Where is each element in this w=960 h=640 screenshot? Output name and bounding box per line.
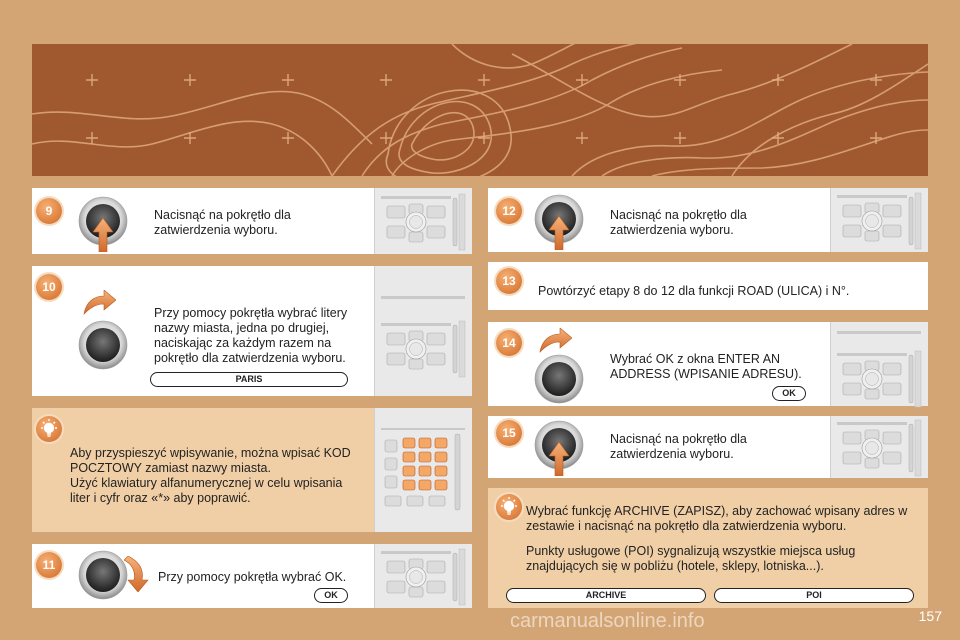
- step-10-line-2: nazwy miasta, jedna po drugiej,: [154, 321, 330, 335]
- tip-left-line-1: Aby przyspieszyć wpisywanie, można wpisać KOD: [70, 446, 351, 460]
- rotate-arrow-icon: [124, 556, 150, 592]
- topographic-pattern: [32, 44, 928, 176]
- step-13-line-1: Powtórzyć etapy 8 do 12 dla funkcji ROAD (ULICA) i N°.: [538, 284, 850, 298]
- tip-right-line-3: Punkty usługowe (POI) sygnalizują wszystkie miejsca usług: [526, 544, 856, 558]
- radio-unit-illustration: [830, 416, 928, 478]
- rotate-arrow-icon: [538, 328, 572, 354]
- page-number: 157: [918, 608, 942, 624]
- radio-unit-illustration: [374, 544, 472, 608]
- radio-unit-illustration: [830, 188, 928, 252]
- step-12-panel: [488, 188, 928, 252]
- step-11-panel: [32, 544, 472, 608]
- tip-left-line-3: Użyć klawiatury alfanumerycznej w celu wpisania: [70, 476, 343, 490]
- step-12-badge: 12: [496, 198, 522, 224]
- step-13-badge: 13: [496, 268, 522, 294]
- step-15-line-2: zatwierdzenia wyboru.: [610, 447, 734, 461]
- step-14-panel: [488, 322, 928, 406]
- press-arrow-icon: [548, 442, 570, 476]
- step-15-panel: [488, 416, 928, 478]
- radio-unit-illustration: [830, 322, 928, 406]
- step-14-line-2: ADDRESS (WPISANIE ADRESU).: [610, 367, 802, 381]
- step-12-line-2: zatwierdzenia wyboru.: [610, 223, 734, 237]
- archive-button[interactable]: ARCHIVE: [506, 588, 706, 603]
- ok-button[interactable]: OK: [772, 386, 806, 401]
- step-9-line-2: zatwierdzenia wyboru.: [154, 223, 278, 237]
- alphanumeric-keypad-icon: [375, 418, 471, 528]
- topographic-banner: [32, 44, 928, 176]
- step-10-badge: 10: [36, 274, 62, 300]
- rotary-knob-icon: [78, 550, 128, 600]
- step-10-line-1: Przy pomocy pokrętła wybrać litery: [154, 306, 348, 320]
- step-11-line-1: Przy pomocy pokrętła wybrać OK.: [158, 570, 347, 584]
- ok-button[interactable]: OK: [314, 588, 348, 603]
- rotate-arrow-icon: [82, 290, 116, 316]
- lightbulb-icon: [36, 416, 62, 442]
- step-11-badge: 11: [36, 552, 62, 578]
- paris-field[interactable]: PARIS: [150, 372, 348, 387]
- keypad-illustration: [374, 408, 472, 532]
- tip-right-line-4: znajdujących się w pobliżu (hotele, sklepy, lotniska...).: [526, 559, 824, 573]
- step-12-line-1: Nacisnąć na pokrętło dla: [610, 208, 747, 222]
- step-10-panel: [32, 266, 472, 396]
- watermark: carmanualsonline.info: [510, 610, 705, 632]
- step-14-badge: 14: [496, 330, 522, 356]
- tip-bulb-badge: [496, 494, 522, 520]
- radio-unit-illustration: [374, 188, 472, 254]
- lightbulb-icon: [496, 494, 522, 520]
- tip-right-line-1: Wybrać funkcję ARCHIVE (ZAPISZ), aby zachować wpisany adres w: [526, 504, 908, 518]
- step-9-badge: 9: [36, 198, 62, 224]
- press-arrow-icon: [548, 216, 570, 250]
- tip-bulb-badge: [36, 416, 62, 442]
- rotary-knob-icon: [78, 320, 128, 370]
- tip-left-line-4: liter i cyfr oraz «*» aby poprawić.: [70, 491, 251, 505]
- step-13-panel: [488, 262, 928, 310]
- step-10-line-3: naciskając za każdym razem na: [154, 336, 332, 350]
- tip-right-panel: [488, 488, 928, 608]
- poi-button[interactable]: POI: [714, 588, 914, 603]
- radio-unit-illustration: [374, 266, 472, 396]
- step-9-panel: [32, 188, 472, 254]
- tip-left-panel: [32, 408, 472, 532]
- step-14-line-1: Wybrać OK z okna ENTER AN: [610, 352, 781, 366]
- tip-left-line-2: POCZTOWY zamiast nazwy miasta.: [70, 461, 271, 475]
- step-15-line-1: Nacisnąć na pokrętło dla: [610, 432, 747, 446]
- tip-right-line-2: zestawie i nacisnąć na pokrętło dla zatwierdzenia wyboru.: [526, 519, 847, 533]
- step-15-badge: 15: [496, 420, 522, 446]
- press-arrow-icon: [92, 218, 114, 252]
- rotary-knob-icon: [534, 354, 584, 404]
- step-9-line-1: Nacisnąć na pokrętło dla: [154, 208, 291, 222]
- step-10-line-4: pokrętło dla zatwierdzenia wyboru.: [154, 351, 346, 365]
